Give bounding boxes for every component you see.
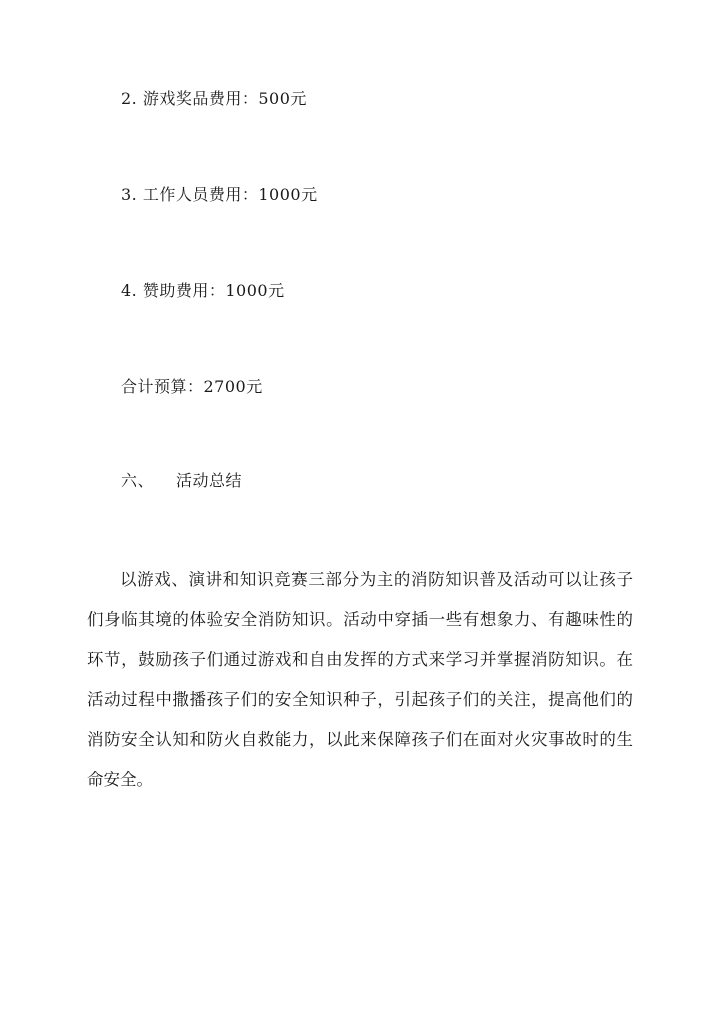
summary-line: 以游戏、演讲和知识竞赛三部分为主的消防知识普及活动可以让孩子	[120, 570, 633, 589]
summary-line: 活动过程中撒播孩子们的安全知识种子，引起孩子们的关注，提高他们的	[87, 690, 633, 709]
section-title: 活动总结	[176, 471, 243, 490]
summary-paragraph	[87, 560, 633, 800]
summary-line: 命安全。	[87, 770, 153, 789]
budget-total: 合计预算：2700元	[121, 377, 263, 396]
summary-line: 消防安全认知和防火自救能力，以此来保障孩子们在面对火灾事故时的生	[87, 730, 633, 749]
budget-item-sponsorship: 4. 赞助费用：1000元	[121, 281, 285, 300]
section-number: 六、	[121, 471, 155, 490]
section-heading	[121, 471, 242, 491]
budget-item-staff: 3. 工作人员费用：1000元	[121, 185, 318, 204]
summary-line: 环节，鼓励孩子们通过游戏和自由发挥的方式来学习并掌握消防知识。在	[87, 650, 633, 669]
summary-line: 们身临其境的体验安全消防知识。活动中穿插一些有想象力、有趣味性的	[87, 610, 633, 629]
budget-item-prizes: 2. 游戏奖品费用：500元	[121, 89, 307, 108]
